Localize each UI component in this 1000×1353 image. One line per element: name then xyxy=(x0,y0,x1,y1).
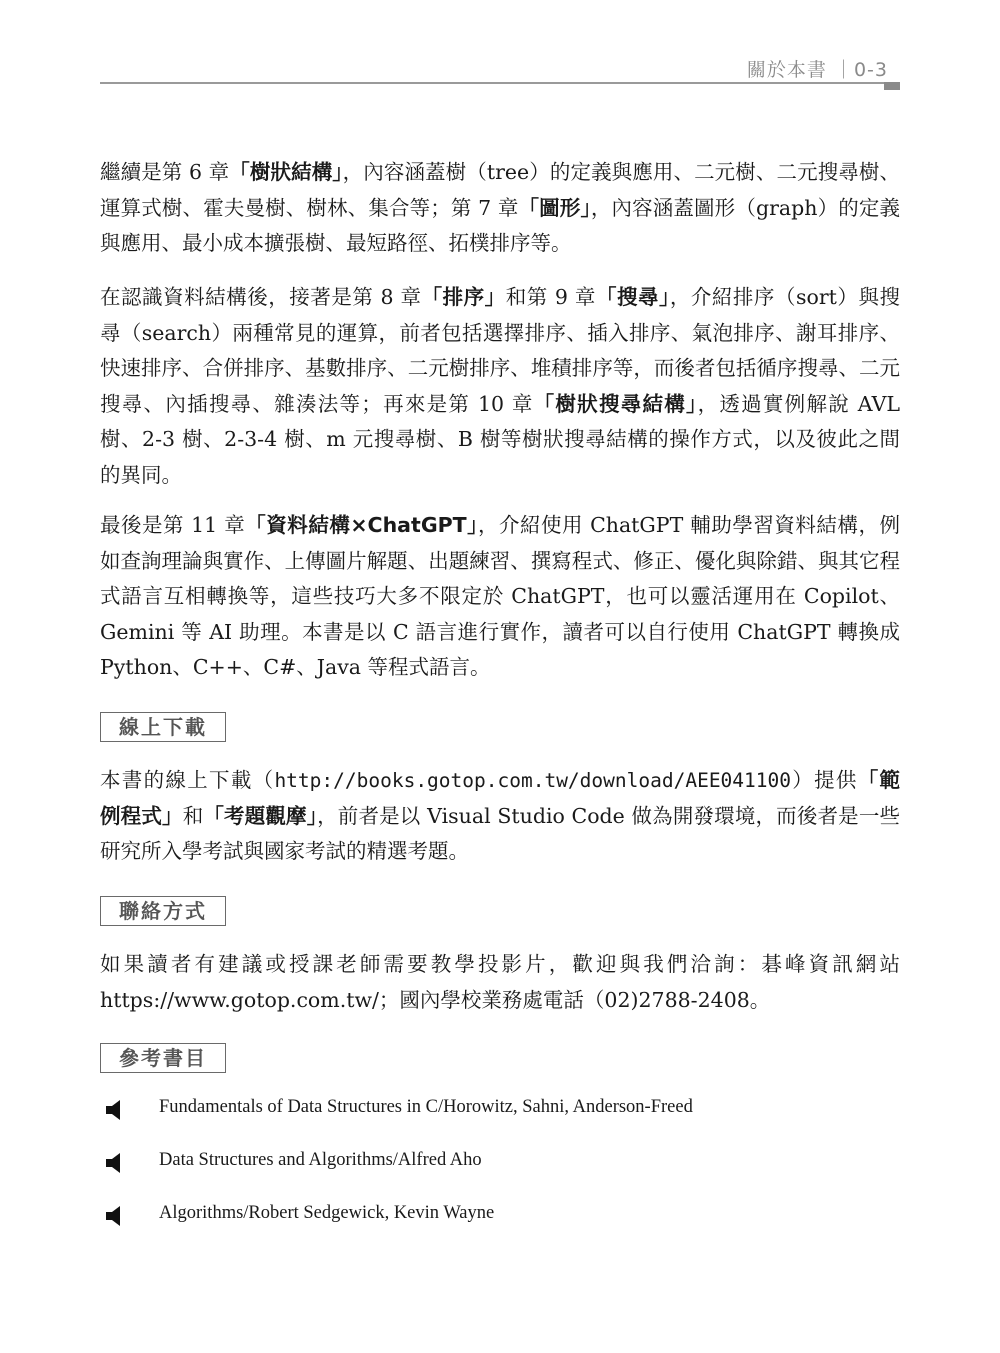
text-run: 繼續是第 6 章 xyxy=(100,160,230,184)
header-marker xyxy=(884,82,900,90)
text-run: ，透過實例解說 AVL 樹、2-3 樹、2-3-4 樹、m 元搜尋樹、B 樹等樹狀搜尋結構的操作方式，以及彼此之間的異同。 xyxy=(100,391,900,487)
text-run: 在認識資料結構後，接著是第 8 章 xyxy=(100,285,422,309)
section-title-download: 線上下載 xyxy=(100,712,226,742)
text-run: 最後是第 11 章 xyxy=(100,513,246,537)
chapter-title: 「資料結構×ChatGPT」 xyxy=(245,513,478,537)
chapter-title: 「樹狀結構」 xyxy=(229,160,343,184)
running-header: 關於本書 ｜0-3 xyxy=(746,59,888,81)
speaker-icon xyxy=(106,1100,124,1120)
text-run: ，內容涵蓋樹（tree）的定義與應用、二元樹、二元搜尋樹、運算式樹、霍夫曼樹、樹林、集合等；第 7 章 xyxy=(100,160,900,220)
section-title-references: 參考書目 xyxy=(100,1043,226,1073)
chapter-title: 「圖形」 xyxy=(518,195,591,220)
text-run: 和第 9 章 xyxy=(505,285,596,309)
speaker-icon xyxy=(106,1153,124,1173)
chapter-title: 「樹狀搜尋結構」 xyxy=(533,391,698,416)
reference-text: Fundamentals of Data Structures in C/Horowitz, Sahni, Anderson-Freed xyxy=(159,1097,693,1117)
text-run: ，內容涵蓋圖形（graph）的定義與應用、最小成本擴張樹、最短路徑、拓樸排序等。 xyxy=(100,195,900,255)
chapter-title: 「搜尋」 xyxy=(595,285,670,309)
page-header xyxy=(100,52,900,88)
section-title-contact: 聯絡方式 xyxy=(100,896,226,926)
chapter-title: 「排序」 xyxy=(421,285,506,309)
download-link[interactable]: http://books.gotop.com.tw/download/AEE041100 xyxy=(274,769,791,792)
list-item xyxy=(100,1143,900,1183)
text-run: ）提供 xyxy=(791,768,858,792)
text-run: 和 xyxy=(182,803,204,828)
intro-paragraph-3 xyxy=(100,508,900,686)
download-paragraph xyxy=(100,763,900,870)
intro-paragraph-1 xyxy=(100,155,900,262)
text-run: ，前者是以 Visual Studio Code 做為開發環境，而後者是一些研究所入學考試與國家考試的精選考題。 xyxy=(100,803,901,863)
resource-title: 「範例程式」 xyxy=(100,768,901,828)
resource-title: 「考題觀摩」 xyxy=(203,803,318,828)
list-item xyxy=(100,1090,900,1130)
intro-paragraph-2 xyxy=(100,280,900,493)
text-run: ，介紹使用 ChatGPT 輔助學習資料結構，例如查詢理論與實作、上傳圖片解題、出題練習、撰寫程式、修正、優化與除錯、與其它程式語言互相轉換等，這些技巧大多不限定於 ChatGPT，也可以靈活運用在 Copilot、Gemini 等 AI 助理。本書是以 C 語言進行實作，讀者可以自行使用 ChatGPT 轉換成 Python、C++、C#、Java 等程式語言。 xyxy=(100,513,900,679)
reference-text: Data Structures and Algorithms/Alfred Aho xyxy=(159,1150,482,1170)
contact-paragraph: 如果讀者有建議或授課老師需要教學投影片，歡迎與我們洽詢：碁峰資訊網站 https://www.gotop.com.tw/；國內學校業務處電話（02)2788-2408。 xyxy=(100,952,900,1012)
text-run: ，介紹排序（sort）與搜尋（search）兩種常見的運算，前者包括選擇排序、插入排序、氣泡排序、謝耳排序、快速排序、合併排序、基數排序、二元樹排序、堆積排序等，而後者包括循序搜尋、二元搜尋、內插搜尋、雜湊法等；再來是第 10 章 xyxy=(100,285,900,416)
header-rule xyxy=(100,82,888,84)
list-item xyxy=(100,1196,900,1236)
reference-text: Algorithms/Robert Sedgewick, Kevin Wayne xyxy=(159,1203,495,1223)
speaker-icon xyxy=(106,1206,124,1226)
text-run: 本書的線上下載（ xyxy=(100,768,275,792)
